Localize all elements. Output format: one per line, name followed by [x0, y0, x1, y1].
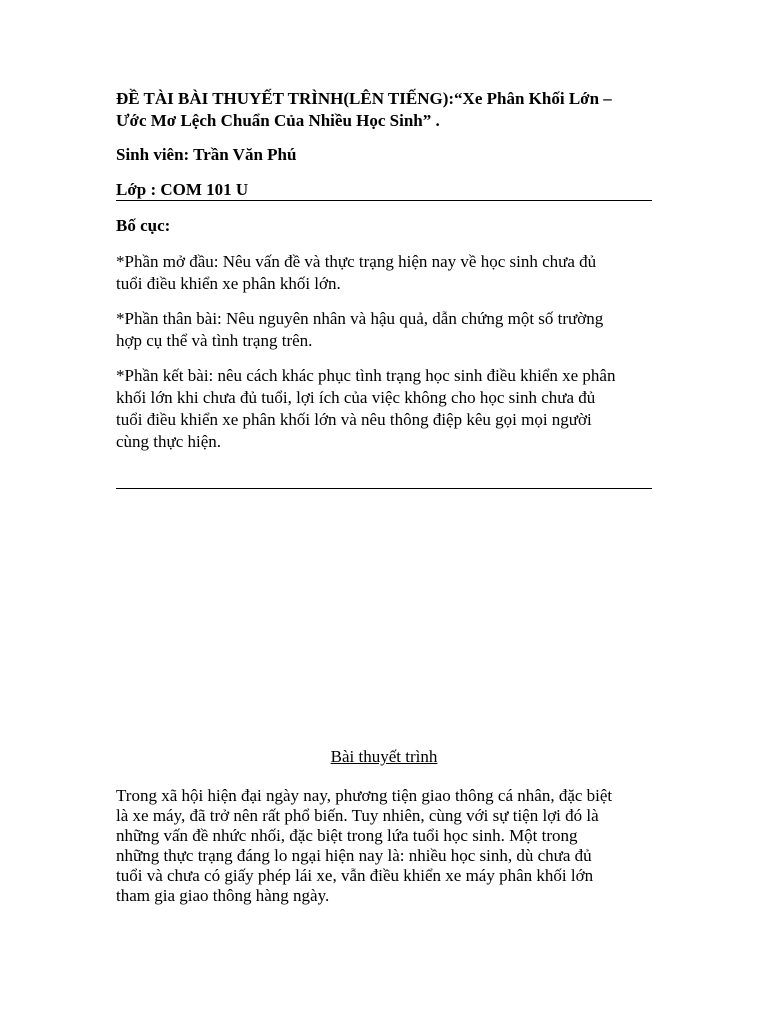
speech-line: tuổi và chưa có giấy phép lái xe, vẫn điều khiển xe máy phân khối lớn: [116, 866, 594, 885]
speech-paragraph: [116, 786, 652, 906]
topic-title-line-1: ĐỀ TÀI BÀI THUYẾT TRÌNH(LÊN TIẾNG):“Xe Phân Khối Lớn –: [116, 89, 612, 108]
speech-title: [0, 746, 768, 768]
outline-body-line: *Phần thân bài: Nêu nguyên nhân và hậu quả, dẫn chứng một số trường: [116, 309, 604, 328]
outline-body: [116, 308, 656, 352]
outline-conclusion-line: *Phần kết bài: nêu cách khác phục tình trạng học sinh điều khiển xe phân: [116, 366, 616, 385]
outline-body-line: hợp cụ thể và tình trạng trên.: [116, 331, 313, 350]
speech-line: Trong xã hội hiện đại ngày nay, phương tiện giao thông cá nhân, đặc biệt: [116, 786, 613, 805]
class-code: Lớp : COM 101 U: [116, 180, 249, 199]
speech-line: những thực trạng đáng lo ngại hiện nay là: nhiều học sinh, dù chưa đủ: [116, 846, 592, 865]
speech-line: tham gia giao thông hàng ngày.: [116, 886, 330, 905]
outline-intro: [116, 251, 656, 295]
speech-line: những vấn đề nhức nhối, đặc biệt trong lứa tuổi học sinh. Một trong: [116, 826, 578, 845]
header-rule: [116, 200, 652, 201]
topic-title-line-2: Ước Mơ Lệch Chuẩn Của Nhiều Học Sinh” .: [116, 111, 440, 130]
outline-intro-line: *Phần mở đầu: Nêu vấn đề và thực trạng hiện nay về học sinh chưa đủ: [116, 252, 597, 271]
outline-conclusion-line: tuổi điều khiển xe phân khối lớn và nêu thông điệp kêu gọi mọi người: [116, 410, 592, 429]
outline-conclusion-line: khối lớn khi chưa đủ tuổi, lợi ích của việc không cho học sinh chưa đủ: [116, 388, 596, 407]
speech-line: là xe máy, đã trở nên rất phổ biến. Tuy nhiên, cùng với sự tiện lợi đó là: [116, 806, 599, 825]
outline-intro-line: tuổi điều khiển xe phân khối lớn.: [116, 274, 341, 293]
outline-heading: Bố cục:: [116, 216, 171, 235]
student-name: Sinh viên: Trần Văn Phú: [116, 145, 297, 164]
outline-conclusion-line: cùng thực hiện.: [116, 432, 222, 451]
section-rule: [116, 488, 652, 489]
outline-conclusion: [116, 365, 656, 453]
speech-title-text: Bài thuyết trình: [330, 747, 438, 766]
